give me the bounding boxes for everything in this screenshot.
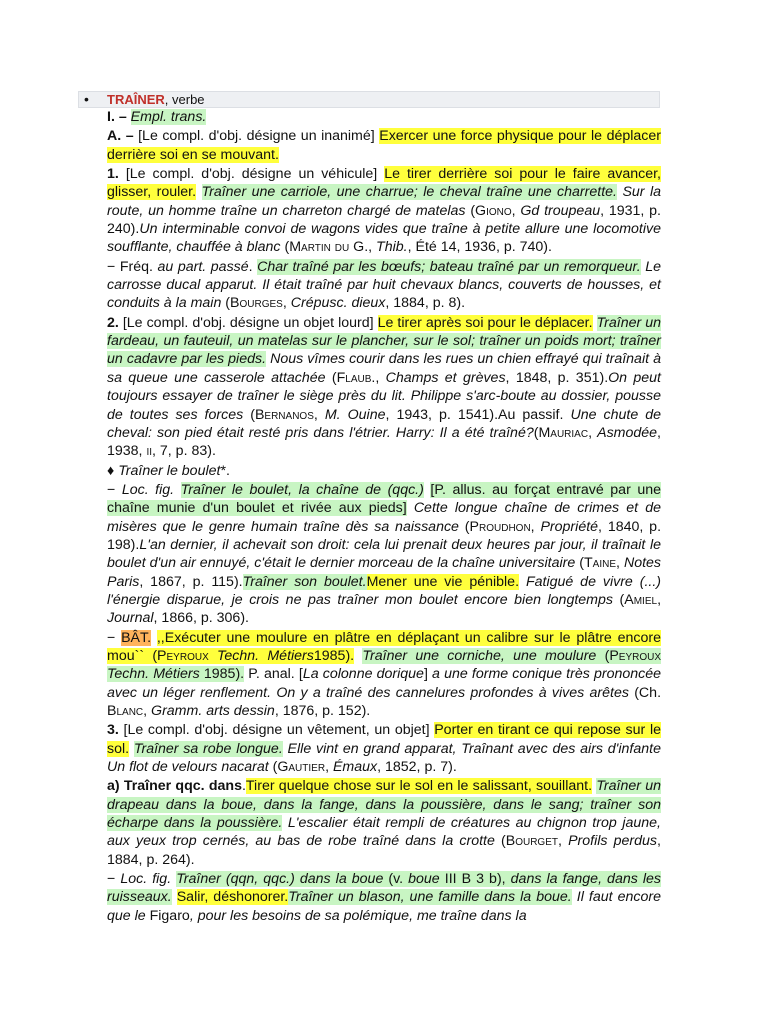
sense-2: 2. [Le compl. d'obj. désigne un objet lourd] Le tirer après soi pour le déplacer. Traîner un fardeau, un fauteuil, un matelas sur le plancher, sur le sol; traîner un poids mort; traîner un cadavre par les pieds. Nous vîmes courir dans les rues un chien effrayé qui traînait à sa queue une casserole attachée (Flaub., Champs et grèves, 1848, p. 351).On peut toujours essayer de traîner le siège près du lit. Philippe s'arc-boute au dossier, pousse de toutes ses forces (Bernanos, M. Ouine, 1943, p. 1541).Au passif. Une chute de cheval: son pied était resté pris dans l'étrier. Harry: Il a été traîné?(Mauriac, Asmodée, 1938, ii, 7, p. 83). — [107, 314, 662, 460]
definition: Le tirer derrière soi pour le faire avancer, glisser, rouler. — [107, 166, 661, 201]
section-a: A. – [Le compl. d'obj. désigne un inanimé] Exercer une force physique pour le déplacer derrière soi en se mouvant. — [107, 128, 661, 163]
section-heading-i: I. – Empl. trans. — [107, 109, 207, 125]
figurative-locution-2: − Loc. fig. Traîner (qqn, qqc.) dans la boue (v. boue III B 3 b), dans la fange, dans les ruisseaux. Salir, déshonorer.Traîner un blason, une famille dans la boue. Il faut encore que le Figaro, pour les besoins de sa polémique, me traîne dans la — [107, 871, 662, 924]
work-title: Techn. Métiers — [217, 647, 314, 664]
author: Proudhon — [469, 518, 531, 535]
citation-text: pour les besoins de sa polémique, me traîne dans la — [197, 907, 527, 924]
example: Char traîné par les bœufs; bateau traîné par un remorqueur. — [257, 258, 641, 275]
example: Traîner un fardeau, un fauteuil, un matelas sur le plancher, sur le sol; traîner un poids mort; traîner un cadavre par les pieds. — [107, 314, 661, 368]
definition: Le tirer après soi pour le déplacer. — [377, 314, 593, 331]
work-title: Gramm. arts dessin — [151, 703, 275, 719]
example: Traîner une carriole, une charrue; le cheval traîne une charrette. — [201, 184, 617, 201]
expression: Traîner le boulet — [118, 462, 221, 479]
work-title: Émaux — [332, 759, 378, 776]
author: Amiel — [624, 591, 658, 608]
author: Peyroux — [157, 647, 209, 664]
definition: Tirer quelque chose sur le sol en le salissant, souillant. — [245, 778, 593, 795]
work-title: Thib. — [376, 239, 408, 256]
author: Bourges — [230, 295, 283, 312]
work-title: Propriété — [540, 518, 599, 535]
example: Traîner sa robe longue. — [133, 740, 283, 757]
citation-text: Nous vîmes courir dans les rues un chien effrayé qui traînait à sa queue une casserole attachée — [107, 351, 661, 386]
citation-text: Fatigué de vivre (...) l'énergie disparue, je crois ne pas traîner mon boulet encore bien longtemps — [107, 573, 662, 608]
entry-headword-line — [107, 91, 205, 108]
work-title: Champs et grèves — [385, 369, 506, 386]
work-title: Profils perdus — [568, 833, 658, 850]
citation-text: a une forme conique très prononcée avec un léger renflement. On y a traîné des cannelures profondes à vives arêtes — [107, 666, 662, 701]
citation-text: On peut toujours essayer de traîner le siège près du lit. Philippe s'arc-boute au dossier, pousse de toutes ses forces — [107, 369, 662, 423]
author: Blanc — [107, 703, 144, 719]
expression-boulet: ♦ Traîner le boulet*. — [107, 462, 230, 479]
entry-body — [107, 108, 661, 925]
definition: Porter en tirant ce qui repose sur le sol. — [107, 722, 661, 757]
work-title: Techn. Métiers — [107, 666, 200, 683]
citation-text: Cette longue chaîne de crimes et de misères que le genre humain traîne dès sa naissance — [107, 500, 661, 535]
definition: Mener une vie pénible. — [366, 573, 520, 590]
example: Traîner une corniche, une moulure (Peyroux Techn. Métiers 1985). — [107, 647, 662, 683]
author: Taine — [583, 555, 616, 572]
expression: Traîner le boulet, la chaîne de (qqc.) — [180, 481, 424, 498]
work-title: M. Ouine — [324, 406, 386, 423]
author: Bernanos — [254, 406, 314, 423]
citation-text: Une chute de cheval: son pied était resté pris dans l'étrier. Harry: Il a été traîné? — [107, 406, 662, 441]
list-bullet: • — [84, 91, 89, 107]
author: Bourget — [505, 833, 558, 850]
citation-text: Elle vint en grand apparat, Traînant avec des airs d'infante Un flot de velours nacarat — [107, 740, 661, 776]
definition: Exercer une force physique pour le déplacer derrière soi en se mouvant. — [107, 128, 661, 163]
expression: Traîner son boulet. — [242, 573, 367, 590]
usage-label: Empl. trans. — [130, 109, 207, 125]
part-of-speech: , verbe — [164, 92, 205, 107]
sense-3a: a) Traîner qqc. dans.Tirer quelque chose sur le sol en le salissant, souillant. Traîner un drapeau dans la boue, dans la fange, dans la poussière, dans le sang; traîner son écharpe dans la poussière. L'escalier était rempli de créatures au chignon trop jaune, aux yeux trop cernés, au bas de robe traîné dans la crotte (Bourget, Profils perdus, 1884, p. 264). — [107, 778, 661, 868]
citation-text: Le carrosse ducal apparut. Il était traîné par huit chevaux blancs, couverts de housses, et conduits à la main — [107, 258, 661, 312]
gloss: [P. allus. au forçat entravé par une chaîne munie d'un boulet et rivée aux pieds] — [107, 481, 661, 517]
author: Gautier — [277, 759, 326, 776]
figurative-locution-1: − Loc. fig. Traîner le boulet, la chaîne de (qqc.) [P. allus. au forçat entravé par une chaîne munie d'un boulet et rivée aux pieds] Cette longue chaîne de crimes et de misères que le genre humain traîne dès sa naissance (Proudhon, Propriété, 1840, p. 198).L'an dernier, il achevait son droit: cela lui prenait deux heures par jour, il traînait le boulet d'un air ennuyé, c'était le dernier morceau de la chaîne universitaire (Taine, Notes Paris, 1867, p. 115).Traîner son boulet.Mener une vie pénible. Fatigué de vivre (...) l'énergie disparue, je crois ne pas traîner mon boulet encore bien longtemps (Amiel, Journal, 1866, p. 306). — [107, 481, 662, 627]
citation-text: L'an dernier, il achevait son droit: cela lui prenait deux heures par jour, il traînait le boulet d'un air ennuyé, c'était le dernier morceau de la chaîne universitaire — [107, 536, 661, 572]
author: Giono — [475, 202, 512, 219]
work-title: Notes Paris — [107, 555, 662, 590]
sense-1: 1. [Le compl. d'obj. désigne un véhicule] Le tirer derrière soi pour le faire avancer, glisser, rouler. Traîner une carriole, une charrue; le cheval traîne une charrette. Sur la route, un homme traîne un charreton chargé de matelas (Giono, Gd troupeau, 1931, p. 240).Un interminable convoi de wagons vides que traîne à petite allure une locomotive soufflante, chauffée à blanc (Martin du G., Thib., Été 14, 1936, p. 740). — [107, 166, 662, 256]
sense-1-participle: − Fréq. au part. passé. Char traîné par les bœufs; bateau traîné par un remorqueur. Le carrosse ducal apparut. Il était traîné par huit chevaux blancs, couverts de housses, et conduits à la main (Bourges, Crépusc. dieux, 1884, p. 8). — [107, 258, 661, 312]
work-title: Asmodée — [597, 424, 658, 441]
definition: ,,Exécuter une moulure en plâtre en déplaçant un calibre sur le plâtre encore mou`` (Peyroux Techn. Métiers1985). — [107, 629, 661, 664]
definition: Salir, déshonorer. — [176, 889, 289, 906]
work-title: Journal — [107, 610, 154, 627]
citation-text: Un interminable convoi de wagons vides que traîne à petite allure une locomotive soufflante, chauffée à blanc — [107, 221, 661, 256]
citation-text: L'escalier était rempli de créatures au chignon trop jaune, aux yeux trop cernés, au bas de robe traîné dans la crotte — [107, 815, 661, 850]
work-title: Crépusc. dieux — [290, 295, 386, 312]
citation-text: Il faut encore que le — [107, 889, 661, 924]
author: Martin du G. — [289, 239, 369, 256]
example: Traîner un drapeau dans la boue, dans la fange, dans la poussière, dans le sang; traîner son écharpe dans la poussière. — [107, 778, 661, 832]
domain-label: BÂT. — [121, 629, 152, 646]
expression: Traîner (qqn, qqc.) dans la boue (v. boue III B 3 b), dans la fange, dans les ruisseaux. — [107, 871, 662, 906]
domain-batiment: − BÂT. ,,Exécuter une moulure en plâtre en déplaçant un calibre sur le plâtre encore mou`` (Peyroux Techn. Métiers1985). Traîner une corniche, une moulure (Peyroux Techn. Métiers 1985). P. anal. [La colonne dorique] a une forme conique très prononcée avec un léger renflement. On y a traîné des cannelures profondes à vives arêtes (Ch. Blanc, Gramm. arts dessin, 1876, p. 152). — [107, 629, 662, 719]
author: Peyroux — [609, 647, 662, 664]
sense-3: 3. [Le compl. d'obj. désigne un vêtement, un objet] Porter en tirant ce qui repose sur le sol. Traîner sa robe longue. Elle vint en grand apparat, Traînant avec des airs d'infante Un flot de velours nacarat (Gautier, Émaux, 1852, p. 7). — [107, 722, 661, 776]
author: Flaub. — [336, 369, 376, 386]
citation-text: Sur la route, un homme traîne un charreton chargé de matelas — [107, 184, 662, 219]
author: Mauriac — [538, 424, 589, 441]
headword: TRAÎNER — [107, 92, 165, 107]
work-title: Gd troupeau — [520, 202, 601, 219]
example: Traîner un blason, une famille dans la boue. — [288, 889, 572, 906]
